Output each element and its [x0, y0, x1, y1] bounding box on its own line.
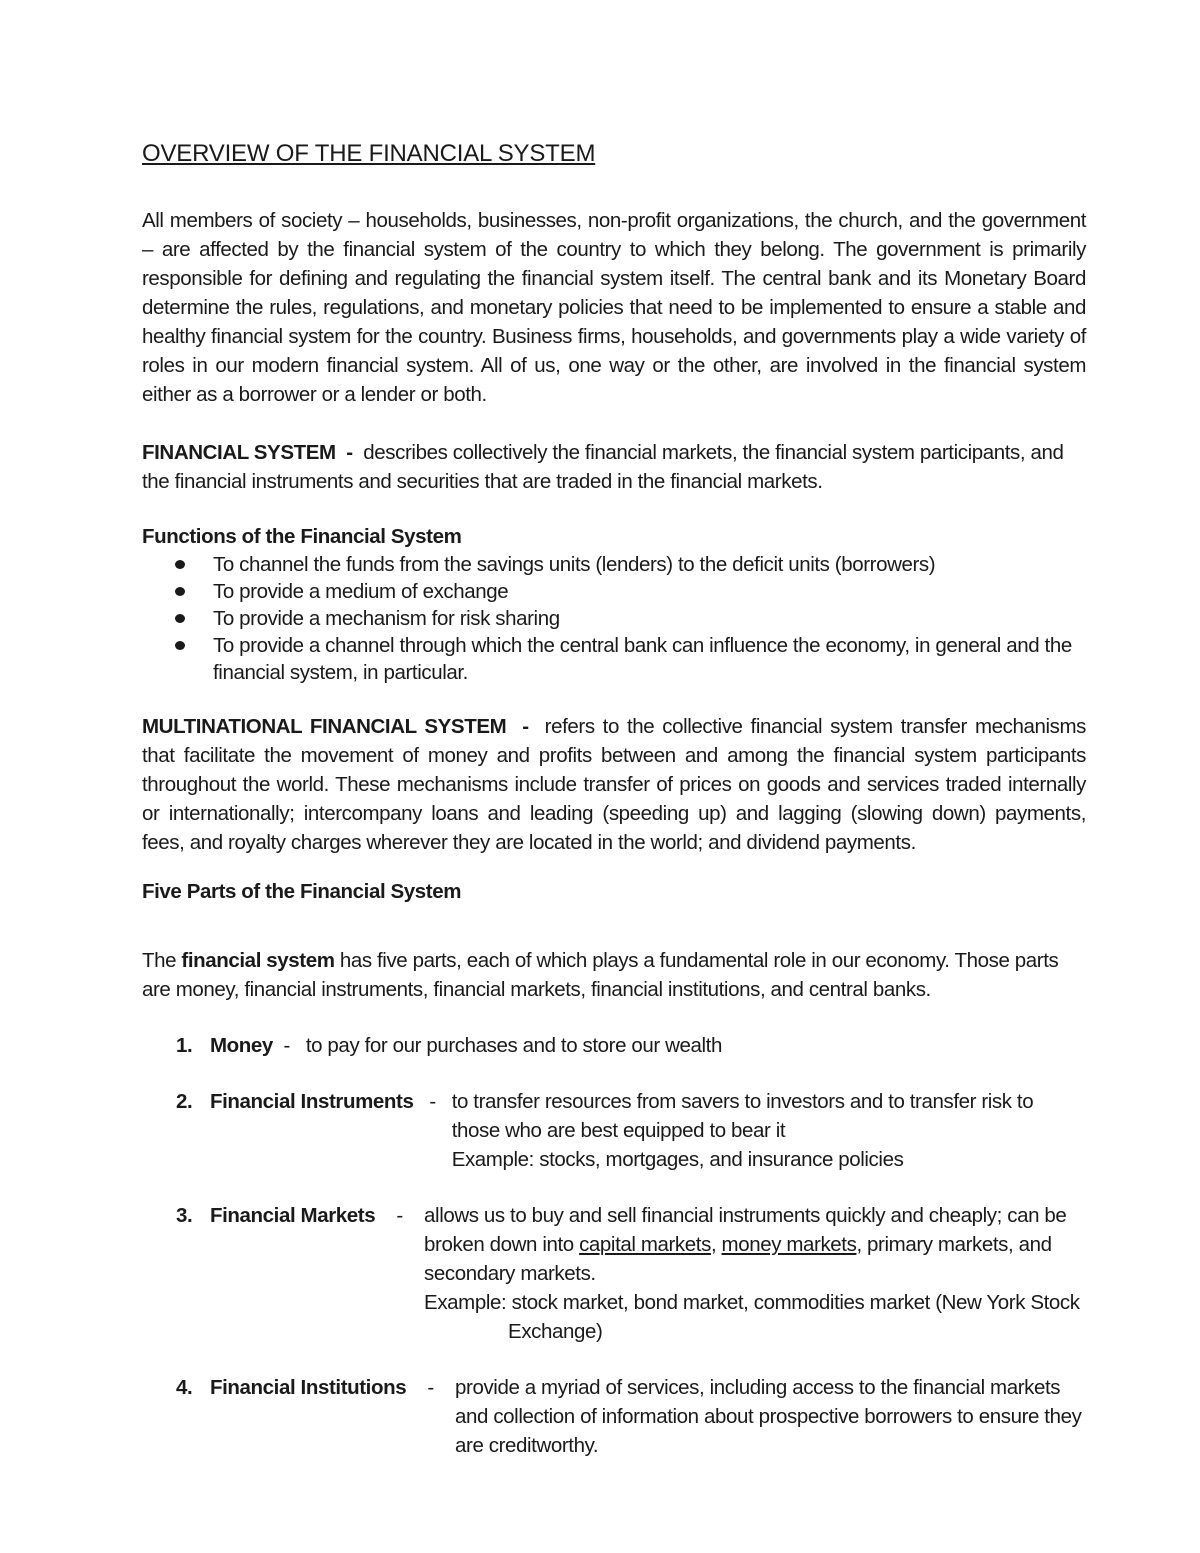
page-title: OVERVIEW OF THE FINANCIAL SYSTEM	[142, 140, 596, 167]
intro-paragraph: All members of society – households, businesses, non-profit organizations, the church, and the government – are affected by the financial system of the country to which they belong. The government is primarily responsible for defining and regulating the financial system itself. The central bank and its Monetary Board determine the rules, regulations, and monetary policies that need to be implemented to ensure a stable and healthy financial system for the country. Business firms, households, and governments play a wide variety of roles in our modern financial system. All of us, one way or the other, are involved in the financial system either as a borrower or a lender or both.	[142, 209, 1086, 406]
list-item-text: To provide a medium of exchange	[213, 580, 509, 603]
financial-system-sep: -	[335, 441, 364, 464]
part-description	[452, 1087, 1086, 1174]
five-parts-intro-bold: financial system	[181, 949, 335, 972]
part-number: 1.	[176, 1034, 193, 1057]
five-parts-intro-pre: The	[142, 949, 182, 972]
part-separator: -	[406, 1376, 456, 1399]
list-item-text: To channel the funds from the savings units (lenders) to the deficit units (borrowers)	[213, 553, 936, 576]
part-item-financial-instruments	[142, 1087, 1086, 1174]
part-item-money	[142, 1031, 1086, 1060]
five-parts-intro	[142, 946, 1086, 1004]
part-description-text-end: , primary markets, and secondary markets.	[424, 1233, 1052, 1285]
part-number: 3.	[176, 1204, 193, 1227]
list-item	[142, 551, 1086, 578]
part-example-continued: Exchange)	[508, 1320, 603, 1343]
capital-markets-term: capital markets	[579, 1233, 711, 1256]
list-item-text: To provide a channel through which the central bank can influence the economy, in general and the financial system, in particular.	[213, 634, 1072, 684]
part-label: Financial Instruments	[210, 1090, 414, 1113]
part-label: Financial Institutions	[210, 1376, 407, 1399]
list-item	[142, 632, 1086, 686]
part-label: Financial Markets	[210, 1204, 376, 1227]
list-item	[142, 578, 1086, 605]
functions-list	[142, 551, 1086, 686]
part-description: to pay for our purchases and to store our wealth	[305, 1034, 722, 1057]
financial-system-term: FINANCIAL SYSTEM	[142, 441, 336, 464]
part-item-financial-markets	[142, 1201, 1086, 1346]
financial-system-text: describes collectively the financial markets, the financial system participants, and the financial instruments and securities that are traded in the financial markets.	[142, 441, 1064, 493]
part-item-financial-institutions	[142, 1373, 1086, 1460]
multinational-definition	[142, 712, 1086, 857]
bullet-icon	[175, 641, 185, 650]
part-example: Example: stock market, bond market, commodities market (New York Stock	[424, 1291, 1080, 1314]
multinational-term: MULTINATIONAL FINANCIAL SYSTEM	[142, 715, 507, 738]
part-number: 2.	[176, 1090, 193, 1113]
part-description: provide a myriad of services, including access to the financial markets and collection of information about prospective borrowers to ensure they are creditworthy.	[455, 1376, 1082, 1457]
part-description	[424, 1201, 1086, 1346]
part-description-text: to transfer resources from savers to investors and to transfer risk to those who are best equipped to bear it	[451, 1090, 1034, 1142]
part-number: 4.	[176, 1376, 193, 1399]
financial-system-definition	[142, 438, 1086, 496]
part-separator: -	[272, 1034, 306, 1057]
list-item	[142, 605, 1086, 632]
part-comma: ,	[710, 1233, 722, 1256]
five-parts-intro-post: has five parts, each of which plays a fundamental role in our economy. Those parts are money, financial instruments, financial markets, financial institutions, and central banks.	[142, 949, 1059, 1001]
part-separator: -	[375, 1204, 425, 1227]
part-description-text: allows us to buy and sell financial instruments quickly and cheaply; can be broken down into	[424, 1204, 1067, 1256]
multinational-text: refers to the collective financial system transfer mechanisms that facilitate the movement of money and profits between and among the financial system participants throughout the world. These mechanisms include transfer of prices on goods and services traded internally or internationally; intercompany loans and leading (speeding up) and lagging (slowing down) payments, fees, and royalty charges wherever they are located in the world; and dividend payments.	[142, 715, 1087, 854]
money-markets-term: money markets	[721, 1233, 857, 1256]
part-example: Example: stocks, mortgages, and insurance policies	[451, 1148, 904, 1171]
bullet-icon	[175, 614, 185, 623]
list-item-text: To provide a mechanism for risk sharing	[213, 607, 560, 630]
part-label: Money	[210, 1034, 273, 1057]
document-page	[142, 138, 1086, 1487]
bullet-icon	[175, 560, 185, 569]
part-separator: -	[413, 1090, 452, 1113]
functions-heading: Functions of the Financial System	[142, 525, 462, 548]
multinational-sep: -	[506, 715, 545, 738]
five-parts-heading: Five Parts of the Financial System	[142, 880, 462, 903]
bullet-icon	[175, 587, 185, 596]
